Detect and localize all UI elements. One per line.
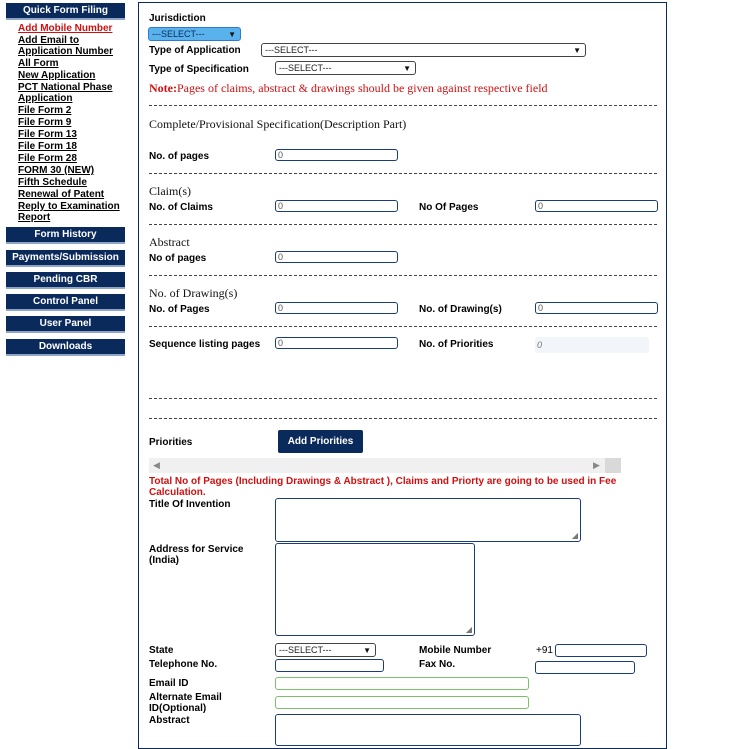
- specification-heading: Complete/Provisional Specification(Description Part): [149, 117, 407, 131]
- email-id-label: Email ID: [149, 678, 189, 689]
- alternate-email-input[interactable]: [275, 696, 529, 709]
- chevron-down-icon: ▼: [363, 646, 371, 655]
- abstract-label: Abstract: [149, 715, 190, 726]
- nav-link-form-30[interactable]: FORM 30 (NEW): [18, 165, 95, 176]
- divider: [149, 224, 657, 225]
- jurisdiction-label: Jurisdiction: [149, 13, 206, 24]
- email-id-input[interactable]: [275, 677, 529, 690]
- divider: [149, 326, 657, 327]
- divider: [149, 105, 657, 106]
- telephone-input[interactable]: [275, 659, 384, 672]
- type-of-application-select[interactable]: [261, 43, 586, 57]
- address-for-service-label: Address for Service (India): [149, 544, 244, 566]
- nav-quick-form-filing[interactable]: Quick Form Filing: [6, 3, 125, 18]
- nav-user-panel[interactable]: User Panel: [6, 316, 125, 331]
- nav-payments-submission[interactable]: Payments/Submission: [6, 250, 125, 265]
- nav-link-file-form-13[interactable]: File Form 13: [18, 129, 77, 140]
- chevron-down-icon: ▼: [403, 64, 411, 73]
- mobile-number-label: Mobile Number: [419, 645, 492, 656]
- divider: [149, 418, 657, 419]
- sequence-listing-input[interactable]: 0: [275, 337, 398, 349]
- spec-no-of-pages-label: No. of pages: [149, 151, 210, 162]
- title-of-invention-textarea[interactable]: [275, 498, 581, 542]
- no-of-drawings-input[interactable]: 0: [535, 302, 658, 314]
- claims-heading: Claim(s): [149, 184, 191, 198]
- fee-calculation-note: Total No of Pages (Including Drawings & Abstract ), Claims and Priorty are going to be used in Fee Calculation.: [149, 476, 617, 498]
- alternate-email-label: Alternate Email ID(Optional): [149, 692, 222, 714]
- state-select[interactable]: [275, 643, 376, 657]
- nav-link-all-form[interactable]: All Form: [18, 58, 59, 69]
- nav-control-panel[interactable]: Control Panel: [6, 294, 125, 309]
- chevron-down-icon: ▼: [573, 46, 581, 55]
- mobile-number-input[interactable]: [555, 644, 647, 657]
- pages-note: [149, 81, 548, 96]
- drawing-no-of-pages-input[interactable]: 0: [275, 302, 398, 314]
- divider: [149, 398, 657, 399]
- no-of-claims-label: No. of Claims: [149, 202, 213, 213]
- mobile-prefix: +91: [536, 645, 553, 656]
- divider: [149, 173, 657, 174]
- nav-downloads[interactable]: Downloads: [6, 339, 125, 354]
- priorities-label: Priorities: [149, 437, 193, 448]
- abstract-no-of-pages-input[interactable]: 0: [275, 251, 398, 263]
- nav-link-pct-national-phase[interactable]: PCT National Phase Application: [18, 82, 113, 104]
- nav-link-add-email[interactable]: Add Email to Application Number: [18, 35, 114, 57]
- abstract-textarea[interactable]: [275, 714, 581, 746]
- drawing-no-of-pages-label: No. of Pages: [149, 304, 210, 315]
- spec-no-of-pages-input[interactable]: 0: [275, 149, 398, 161]
- scroll-right-icon[interactable]: ▶: [593, 460, 600, 470]
- nav-link-new-application[interactable]: New Application: [18, 70, 96, 81]
- type-of-specification-select[interactable]: [275, 61, 416, 75]
- fax-input[interactable]: [535, 661, 635, 674]
- divider: [149, 275, 657, 276]
- jurisdiction-select-value: ---SELECT---: [152, 29, 205, 39]
- nav-link-fifth-schedule[interactable]: Fifth Schedule: [18, 177, 87, 188]
- resize-grip-icon[interactable]: ◢: [465, 625, 472, 634]
- priorities-scrollbar[interactable]: [149, 458, 621, 473]
- abstract-no-of-pages-label: No of pages: [149, 253, 207, 264]
- nav-link-reply-to-examination[interactable]: Reply to Examination Report: [18, 201, 120, 223]
- nav-link-file-form-9[interactable]: File Form 9: [18, 117, 72, 128]
- claims-no-of-pages-label: No Of Pages: [419, 202, 479, 213]
- nav-link-file-form-18[interactable]: File Form 18: [18, 141, 77, 152]
- note-text: Pages of claims, abstract & drawings should be given against respective field: [176, 81, 548, 95]
- telephone-label: Telephone No.: [149, 659, 218, 670]
- scrollbar-corner: [605, 458, 621, 473]
- type-of-application-label: Type of Application: [149, 45, 241, 56]
- state-label: State: [149, 645, 174, 656]
- nav-link-file-form-2[interactable]: File Form 2: [18, 105, 72, 116]
- title-of-invention-label: Title Of Invention: [149, 499, 231, 510]
- scroll-left-icon[interactable]: ◀: [153, 460, 160, 470]
- nav-link-renewal-of-patent[interactable]: Renewal of Patent: [18, 189, 105, 200]
- claims-no-of-pages-input[interactable]: 0: [535, 200, 658, 212]
- no-of-drawings-label: No. of Drawing(s): [419, 304, 502, 315]
- nav-form-history[interactable]: Form History: [6, 227, 125, 242]
- drawings-heading: No. of Drawing(s): [149, 286, 238, 300]
- address-for-service-textarea[interactable]: [275, 543, 475, 636]
- type-of-specification-label: Type of Specification: [149, 64, 249, 75]
- nav-pending-cbr[interactable]: Pending CBR: [6, 272, 125, 287]
- type-of-application-value: ---SELECT---: [265, 45, 318, 55]
- resize-grip-icon[interactable]: ◢: [571, 531, 578, 540]
- note-prefix: Note:: [149, 81, 177, 95]
- no-of-priorities-field: 0: [535, 337, 649, 353]
- abstract-heading: Abstract: [149, 235, 190, 249]
- state-select-value: ---SELECT---: [279, 645, 332, 655]
- type-of-specification-value: ---SELECT---: [279, 63, 332, 73]
- fax-label: Fax No.: [419, 659, 456, 670]
- chevron-down-icon: ▼: [228, 30, 236, 39]
- no-of-claims-input[interactable]: 0: [275, 200, 398, 212]
- jurisdiction-select[interactable]: [148, 27, 241, 41]
- nav-link-file-form-28[interactable]: File Form 28: [18, 153, 77, 164]
- form-panel: [138, 2, 667, 749]
- sequence-listing-label: Sequence listing pages: [149, 339, 261, 350]
- nav-link-add-mobile-number[interactable]: Add Mobile Number: [18, 23, 113, 34]
- add-priorities-button[interactable]: Add Priorities: [278, 430, 363, 453]
- no-of-priorities-label: No. of Priorities: [419, 339, 494, 350]
